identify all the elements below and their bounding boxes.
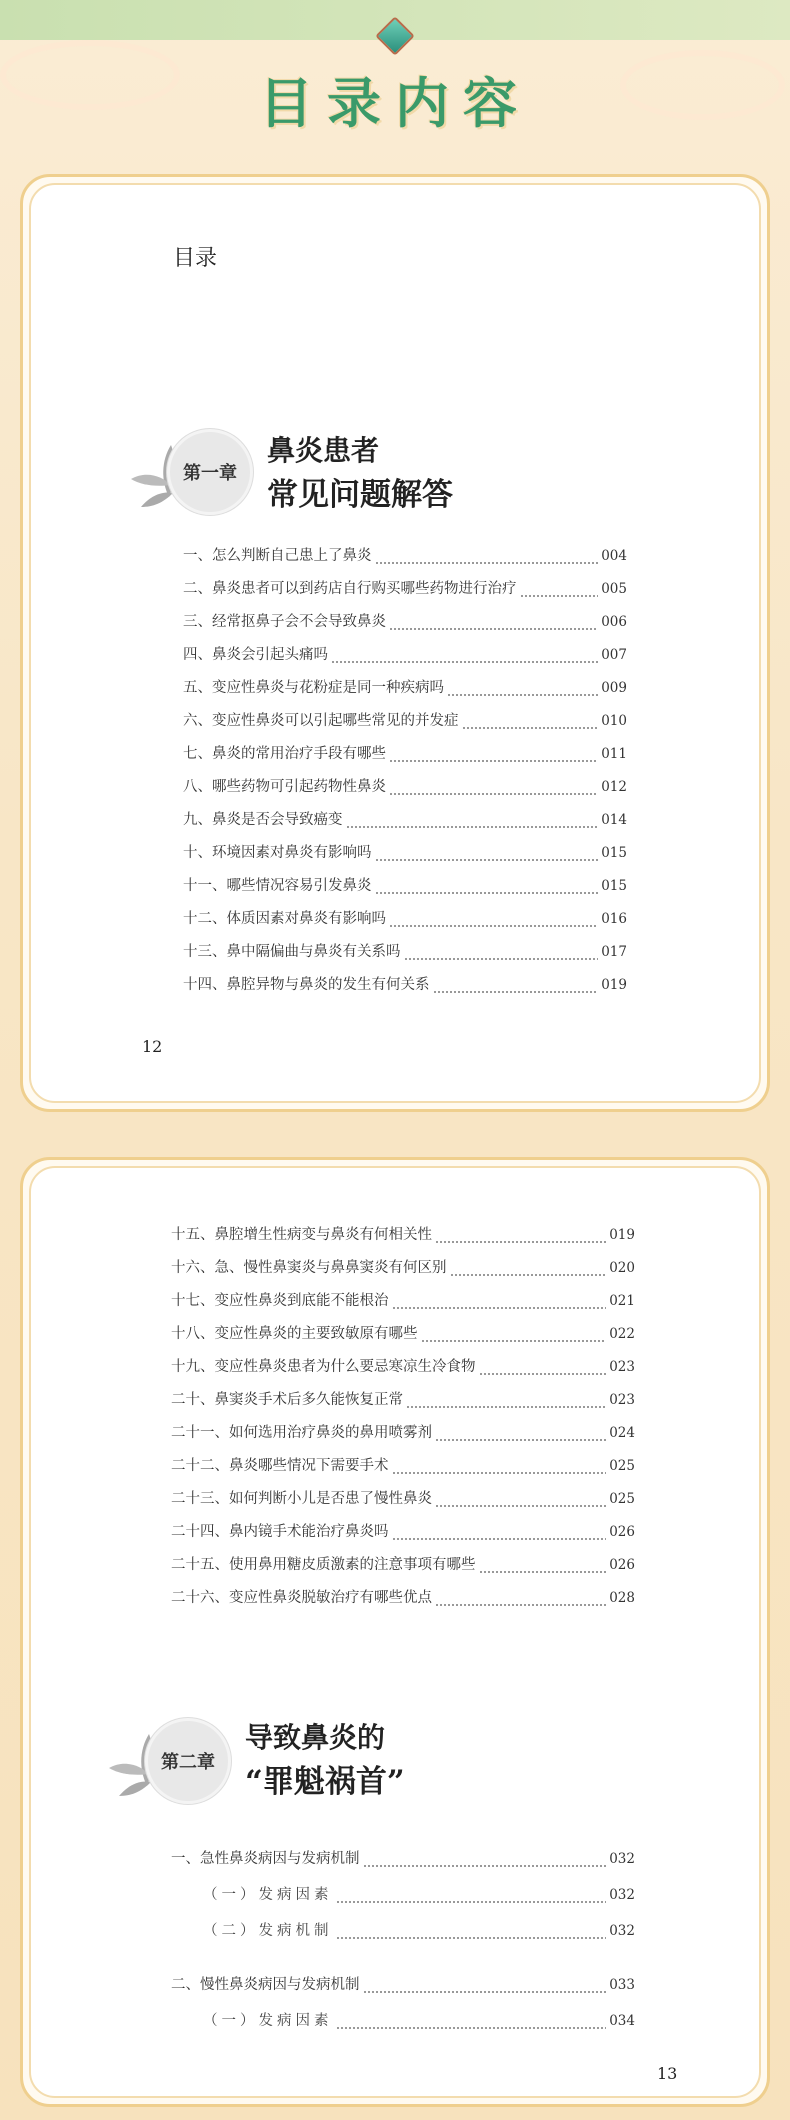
- dot-leader: [421, 1323, 607, 1345]
- toc-entry-page: 022: [609, 1326, 635, 1342]
- toc-entry[interactable]: [183, 611, 627, 633]
- toc-entry[interactable]: [183, 908, 627, 930]
- toc-entry-title: 二十六、变应性鼻炎脱敏治疗有哪些优点: [171, 1590, 432, 1606]
- toc-entry-page: 026: [609, 1557, 635, 1573]
- dot-leader: [363, 1848, 607, 1870]
- toc-entry-page: 017: [601, 944, 627, 960]
- dot-leader: [404, 941, 599, 963]
- dot-leader: [450, 1257, 607, 1279]
- toc-entry[interactable]: [171, 1455, 635, 1477]
- toc-entry-title: （一）发病因素: [203, 1887, 333, 1903]
- toc-entry-title: 十二、体质因素对鼻炎有影响吗: [183, 911, 386, 927]
- toc-entry-page: 010: [601, 713, 627, 729]
- dot-leader: [433, 974, 599, 996]
- dot-leader: [392, 1521, 607, 1543]
- dot-leader: [447, 677, 598, 699]
- toc-heading: 目录: [173, 246, 218, 271]
- dot-leader: [479, 1554, 607, 1576]
- toc-entry[interactable]: [171, 1257, 635, 1279]
- toc-entry-title: （二）发病机制: [203, 1923, 333, 1939]
- toc-entry-title: 二十三、如何判断小儿是否患了慢性鼻炎: [171, 1491, 432, 1507]
- dot-leader: [375, 842, 599, 864]
- page-title: 目录内容: [259, 71, 531, 135]
- toc-entry-page: 034: [609, 2013, 635, 2029]
- dot-leader: [331, 644, 598, 666]
- toc-page-13: [20, 1157, 770, 2107]
- dot-leader: [462, 710, 599, 732]
- chapter-badge: 第二章: [145, 1718, 231, 1804]
- toc-entry[interactable]: [171, 1587, 635, 1609]
- toc-entry[interactable]: [171, 1974, 635, 1996]
- dot-leader: [389, 743, 598, 765]
- dot-leader: [435, 1488, 606, 1510]
- toc-entry[interactable]: [183, 875, 627, 897]
- toc-entry-title: 二、慢性鼻炎病因与发病机制: [171, 1977, 360, 1993]
- toc-entry[interactable]: [171, 1290, 635, 1312]
- dot-leader: [336, 1920, 607, 1942]
- dot-leader: [392, 1455, 607, 1477]
- chapter-title: “罪魁祸首”: [245, 1764, 405, 1800]
- toc-entry-page: 032: [609, 1887, 635, 1903]
- toc-page-12: [20, 174, 770, 1112]
- toc-entry-title: 十四、鼻腔异物与鼻炎的发生有何关系: [183, 977, 430, 993]
- dot-leader: [363, 1974, 607, 1996]
- toc-entry-title: 三、经常抠鼻子会不会导致鼻炎: [183, 614, 386, 630]
- toc-entry-page: 004: [601, 548, 627, 564]
- toc-entry-page: 020: [609, 1260, 635, 1276]
- toc-entry-title: 四、鼻炎会引起头痛吗: [183, 647, 328, 663]
- toc-entry-page: 011: [601, 746, 627, 762]
- toc-entry[interactable]: [183, 809, 627, 831]
- toc-entry-title: 十五、鼻腔增生性病变与鼻炎有何相关性: [171, 1227, 432, 1243]
- toc-entry[interactable]: [183, 842, 627, 864]
- chapter-title: 常见问题解答: [267, 477, 453, 513]
- toc-entry[interactable]: [183, 710, 627, 732]
- dot-leader: [346, 809, 599, 831]
- toc-entry-page: 012: [601, 779, 627, 795]
- toc-entry-page: 025: [609, 1491, 635, 1507]
- dot-leader: [375, 545, 599, 567]
- chapter-title: 鼻炎患者: [267, 434, 380, 467]
- toc-entry-title: 十六、急、慢性鼻窦炎与鼻鼻窦炎有何区别: [171, 1260, 447, 1276]
- toc-entry-page: 019: [601, 977, 627, 993]
- toc-entry[interactable]: [203, 2010, 635, 2032]
- toc-entry[interactable]: [183, 743, 627, 765]
- toc-entry-title: 二十二、鼻炎哪些情况下需要手术: [171, 1458, 389, 1474]
- chapter-title: 导致鼻炎的: [245, 1721, 386, 1754]
- toc-entry-title: 二十五、使用鼻用糖皮质激素的注意事项有哪些: [171, 1557, 476, 1573]
- chapter-2-header: [109, 1718, 529, 1810]
- toc-entry-page: 009: [601, 680, 627, 696]
- toc-entry[interactable]: [171, 1323, 635, 1345]
- toc-entry-page: 024: [609, 1425, 635, 1441]
- dot-leader: [406, 1389, 606, 1411]
- toc-entry[interactable]: [171, 1848, 635, 1870]
- toc-entry-title: 一、急性鼻炎病因与发病机制: [171, 1851, 360, 1867]
- toc-entry-page: 007: [601, 647, 627, 663]
- dot-leader: [389, 776, 598, 798]
- toc-entry-page: 015: [601, 878, 627, 894]
- toc-entry[interactable]: [183, 941, 627, 963]
- chapter-badge: 第一章: [167, 429, 253, 515]
- toc-entry-title: 一、怎么判断自己患上了鼻炎: [183, 548, 372, 564]
- toc-entry-page: 032: [609, 1923, 635, 1939]
- toc-entry-title: 六、变应性鼻炎可以引起哪些常见的并发症: [183, 713, 459, 729]
- toc-entry-page: 028: [609, 1590, 635, 1606]
- toc-entry-title: 十一、哪些情况容易引发鼻炎: [183, 878, 372, 894]
- toc-entry-title: 十、环境因素对鼻炎有影响吗: [183, 845, 372, 861]
- toc-entry-page: 023: [609, 1359, 635, 1375]
- toc-entry-title: 二、鼻炎患者可以到药店自行购买哪些药物进行治疗: [183, 581, 517, 597]
- dot-leader: [392, 1290, 607, 1312]
- toc-entry-title: 八、哪些药物可引起药物性鼻炎: [183, 779, 386, 795]
- toc-entry[interactable]: [171, 1356, 635, 1378]
- toc-entry[interactable]: [183, 776, 627, 798]
- toc-entry-page: 032: [609, 1851, 635, 1867]
- toc-entry-title: 十三、鼻中隔偏曲与鼻炎有关系吗: [183, 944, 401, 960]
- toc-entry-title: 五、变应性鼻炎与花粉症是同一种疾病吗: [183, 680, 444, 696]
- toc-entry-page: 005: [601, 581, 627, 597]
- toc-entry-title: 九、鼻炎是否会导致癌变: [183, 812, 343, 828]
- toc-entry-page: 025: [609, 1458, 635, 1474]
- toc-entry[interactable]: [183, 974, 627, 996]
- toc-entry-title: 二十一、如何选用治疗鼻炎的鼻用喷雾剂: [171, 1425, 432, 1441]
- toc-entry-page: 019: [609, 1227, 635, 1243]
- toc-entry-title: 二十四、鼻内镜手术能治疗鼻炎吗: [171, 1524, 389, 1540]
- toc-entry-title: 十九、变应性鼻炎患者为什么要忌寒凉生冷食物: [171, 1359, 476, 1375]
- toc-entry[interactable]: [203, 1920, 635, 1942]
- toc-entry[interactable]: [183, 644, 627, 666]
- toc-entry[interactable]: [183, 677, 627, 699]
- chapter-1-header: [131, 429, 551, 521]
- toc-entry-title: 十八、变应性鼻炎的主要致敏原有哪些: [171, 1326, 418, 1342]
- toc-entry[interactable]: [171, 1521, 635, 1543]
- dot-leader: [435, 1224, 606, 1246]
- toc-entry[interactable]: [171, 1422, 635, 1444]
- toc-entry-page: 021: [609, 1293, 635, 1309]
- toc-entry-page: 014: [601, 812, 627, 828]
- dot-leader: [435, 1422, 606, 1444]
- dot-leader: [479, 1356, 607, 1378]
- toc-entry-page: 016: [601, 911, 627, 927]
- dot-leader: [375, 875, 599, 897]
- dot-leader: [336, 1884, 607, 1906]
- toc-entry[interactable]: [171, 1389, 635, 1411]
- toc-entry[interactable]: [183, 578, 627, 600]
- page-number: 13: [657, 2064, 678, 2083]
- toc-entry-title: 二十、鼻窦炎手术后多久能恢复正常: [171, 1392, 403, 1408]
- dot-leader: [520, 578, 599, 600]
- toc-entry-page: 023: [609, 1392, 635, 1408]
- page-number: 12: [142, 1037, 163, 1056]
- toc-entry[interactable]: [171, 1224, 635, 1246]
- dot-leader: [389, 611, 598, 633]
- toc-entry[interactable]: [183, 545, 627, 567]
- toc-entry[interactable]: [203, 1884, 635, 1906]
- dot-leader: [389, 908, 598, 930]
- toc-entry[interactable]: [171, 1488, 635, 1510]
- toc-entry-page: 006: [601, 614, 627, 630]
- toc-entry-title: （一）发病因素: [203, 2013, 333, 2029]
- toc-entry-title: 七、鼻炎的常用治疗手段有哪些: [183, 746, 386, 762]
- dot-leader: [435, 1587, 606, 1609]
- dot-leader: [336, 2010, 607, 2032]
- toc-entry[interactable]: [171, 1554, 635, 1576]
- toc-entry-page: 015: [601, 845, 627, 861]
- toc-entry-title: 十七、变应性鼻炎到底能不能根治: [171, 1293, 389, 1309]
- toc-entry-page: 026: [609, 1524, 635, 1540]
- toc-entry-page: 033: [609, 1977, 635, 1993]
